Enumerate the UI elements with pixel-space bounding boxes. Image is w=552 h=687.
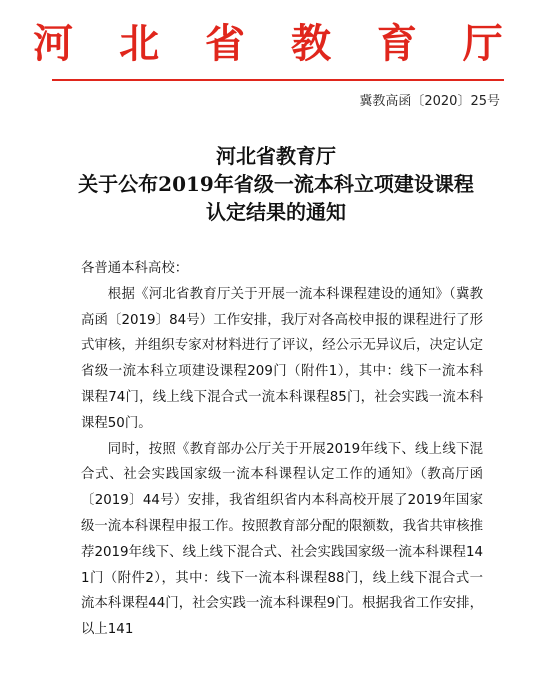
body-paragraph: 同时，按照《教育部办公厅关于开展2019年线下、线上线下混合式、社会实践国家级一流本科课程认定工作的通知》（教高厅函〔2019〕44号）安排，我省组织省内本科高校开展了2019年国家级一流本科课程申报工作。按照教育部分配的限额数，我省共审核推荐2019年线下、线上线下混合式、社会实践国家级一流本科课程141门（附件2），其中：线下一流本科课程88门，线上线下混合式一流本科课程44门，社会实践一流本科课程9门。根据我省工作安排，以上141 xyxy=(81,441,483,638)
red-separator-line xyxy=(52,79,504,81)
document-title-line: 认定结果的通知 xyxy=(206,200,346,224)
document-body xyxy=(81,256,483,643)
salutation: 各普通本科高校： xyxy=(81,261,189,276)
document-title-line: 关于公布2019年省级一流本科立项建设课程 xyxy=(78,172,474,196)
body-paragraph: 根据《河北省教育厅关于开展一流本科课程建设的通知》（冀教高函〔2019〕84号）工作安排，我厅对各高校申报的课程进行了形式审核，并组织专家对材料进行了评议，经公示无异议后，决定认定省级一流本科立项建设课程209门（附件1），其中：线下一流本科课程74门，线上线下混合式一流本科课程85门，社会实践一流本科课程50门。 xyxy=(81,286,483,431)
document-number: 冀教高函〔2020〕25号 xyxy=(359,94,500,109)
document-title xyxy=(0,142,552,226)
document-title-line: 河北省教育厅 xyxy=(216,144,336,168)
issuing-authority-header: 河 北 省 教 育 厅 xyxy=(33,20,519,67)
